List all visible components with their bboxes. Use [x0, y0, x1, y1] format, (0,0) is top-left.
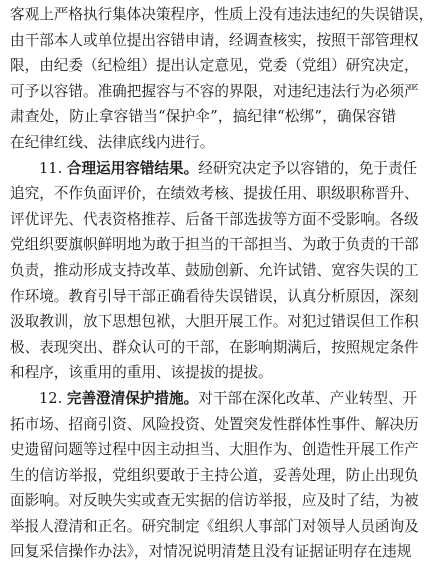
text-line: 生的信访举报，党组织要敢于主持公道，妥善处理，防止出现负 [10, 466, 419, 484]
text-line: 限，由纪委（纪检组）提出认定意见，党委（党组）研究决定， [10, 57, 419, 75]
text-line: 肃查处，防止拿容错当“保护伞”，搞纪律“松绑”，确保容错 [10, 108, 396, 126]
paragraph-number: 11. [39, 159, 63, 177]
text-line: 党组织要旗帜鲜明地为敢于担当的干部担当、为敢于负责的干部 [10, 236, 419, 254]
text-line: 和程序，该重用的重用、该提拔的提拔。 [10, 364, 273, 382]
text-span: 经研究决定予以容错的，免于责任 [198, 159, 418, 177]
text-line: 回复采信操作办法》，对情况说明清楚且没有证据证明存在违规 [10, 543, 412, 561]
paragraph-heading: 合理运用容错结果。 [66, 159, 199, 177]
document-body [10, 2, 433, 565]
paragraph-number: 12. [39, 389, 63, 407]
text-line: 面影响。对反映失实或查无实据的信访举报，应及时了结，为被 [10, 492, 419, 510]
text-line: 追究，不作负面评价，在绩效考核、提拔任用、职级职称晋升、 [10, 185, 419, 203]
text-line: 汲取教训，放下思想包袱，大胆开展工作。对犯过错误但工作积 [10, 313, 419, 331]
text-line: 作环境。教育引导干部正确看待失误错误，认真分析原因，深刻 [10, 287, 419, 305]
text-line: 由干部本人或单位提出容错申请，经调查核实，按照干部管理权 [10, 31, 419, 49]
text-line: 客观上严格执行集体决策程序，性质上没有违法违纪的失误错误， [10, 6, 433, 23]
text-line: 极、表现突出、群众认可的干部，在影响期满后，按照规定条件 [10, 338, 419, 356]
text-span: 对干部在深化改革、产业转型、开 [198, 389, 418, 407]
paragraph-12-first-line [10, 386, 418, 412]
text-line: 评优评先、代表资格推荐、后备干部选拔等方面不受影响。各级 [10, 210, 419, 228]
text-line: 史遗留问题等过程中因主动担当、大胆作为、创造性开展工作产 [10, 441, 419, 459]
text-line: 可予以容错。准确把握容与不容的界限，对违纪违法行为必须严 [10, 82, 419, 100]
paragraph-heading: 完善澄清保护措施。 [66, 389, 199, 407]
text-line: 在纪律红线、法律底线内进行。 [10, 133, 215, 151]
paragraph-11-first-line [10, 156, 418, 182]
text-line: 拓市场、招商引资、风险投资、处置突发性群体性事件、解决历 [10, 415, 419, 433]
text-line: 举报人澄清和正名。研究制定《组织人事部门对领导人员函询及 [10, 517, 419, 535]
text-line: 负责，推动形成支持改革、鼓励创新、允许试错、宽容失误的工 [10, 261, 419, 279]
